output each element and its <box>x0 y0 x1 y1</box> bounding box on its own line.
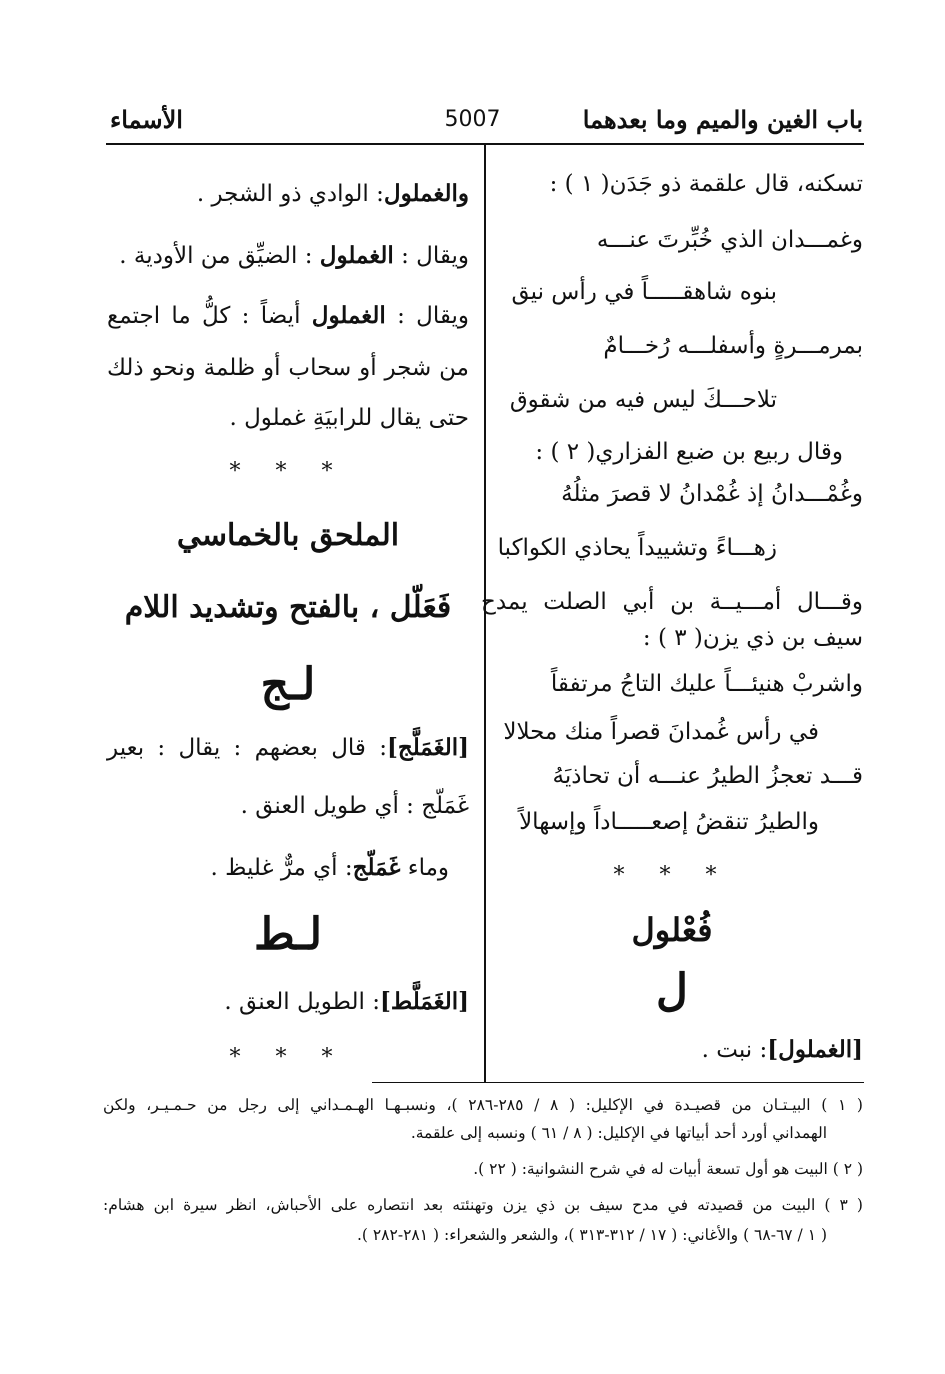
text-line: وقـــال أمـــيــة بن أبي الصلت يمدح <box>481 589 863 615</box>
heading-root-lj: لـج <box>260 659 316 710</box>
text-line: وقال ربيع بن ضبع الفزاري( ٢ ) : <box>535 439 843 465</box>
heading-letter-l: ل <box>656 965 688 1016</box>
footnote-line: ( ١ / ٦٧-٦٨ ) والأغاني: ( ١٧ / ٣١٢-٣١٣ )، والشعر والشعراء: ( ٢٨١-٢٨٢ ). <box>356 1226 827 1244</box>
verse-line: بمرمـــرةٍ وأسفلـــه رُخـــامٌ <box>603 333 863 359</box>
entry-definition: : الطويل العنق . <box>224 989 380 1015</box>
text-line: حتى يقال للرابيَةِ غملول . <box>229 405 469 431</box>
entry-line <box>107 728 469 768</box>
heading-fuul: فُعْلول <box>631 911 713 949</box>
verse-line: في رأس غُمدانَ قصراً منك محلالا <box>503 719 819 745</box>
heading-mulhaq: الملحق بالخماسي <box>176 518 400 553</box>
entry-headword: [الغَمَلَّط] <box>379 988 469 1015</box>
heading-root-lt: لـط <box>253 909 323 960</box>
entry-definition: : الوادي ذو الشجر . <box>196 181 384 207</box>
text-line: من شجر أو سحاب أو ظلمة ونحو ذلك <box>107 355 469 381</box>
entry-headword: الغملول <box>311 302 386 329</box>
text-line: غَمَلّج : أي طويل العنق . <box>240 793 469 819</box>
entry-definition: : الضيِّق من الأودية . <box>119 243 313 269</box>
entry-definition: : أي مرٌّ غليظ . <box>210 855 353 881</box>
entry-line <box>211 848 449 888</box>
verse-line: والطيرُ تنقضُ إصعـــــاداً وإسهالاً <box>519 809 819 835</box>
verse-line: وغمـــدان الذي خُبِّرتَ عنـــه <box>596 227 863 253</box>
entry-prefix: وماء <box>407 855 449 881</box>
entry-line <box>197 174 469 214</box>
verse-line: وغُمْـــدانُ إذ غُمْدانُ لا قصرَ مثلُهُ <box>561 481 863 507</box>
section-separator: * * * <box>229 459 347 484</box>
verse-line: زهـــاءً وتشييداً يحاذي الكواكبا <box>497 535 777 561</box>
verse-line: بنوه شاهقـــــاً في رأس نيق <box>511 279 777 305</box>
entry-headword: الغملول <box>319 242 394 269</box>
entry-headword: [الغملول] <box>767 1036 863 1063</box>
header-section-title: الأسماء <box>110 105 183 134</box>
footnote-rule <box>372 1082 864 1083</box>
verse-line: واشربْ هنيئـــاً عليك التاجُ مرتفقاً <box>550 671 863 697</box>
footnote-line: ( ١ ) البيـتـان من قصيـدة في الإكليل: ( ٨ / ٢٨٥-٢٨٦ )، ونسبـهـا الهـمـداني إلى رجل من حـمـيـر، ولكن <box>103 1096 863 1114</box>
entry-definition: : قال بعضهم : يقال : بعير <box>107 735 387 761</box>
entry-ghamlul <box>702 1030 863 1070</box>
entry-headword: غَمَلّج <box>352 854 401 881</box>
footnote-line: الهمداني أورد أحد أبياتها في الإكليل: ( ٨ / ٦١ ) ونسبه إلى علقمة. <box>410 1124 827 1142</box>
entry-definition: أيضاً : كلُّ ما اجتمع <box>107 303 301 329</box>
page-number: 5007 <box>444 107 501 132</box>
entry-line <box>107 296 469 336</box>
section-separator: * * * <box>613 863 731 888</box>
entry-line <box>224 982 469 1022</box>
footnote-line: ( ٢ ) البيت هو أول تسعة أبيات له في شرح النشوانية: ( ٢٢ ). <box>473 1160 863 1178</box>
entry-line <box>119 236 469 276</box>
text-line: سيف بن ذي يزن( ٣ ) : <box>642 625 863 651</box>
heading-faallal: فَعَلّل ، بالفتح وتشديد اللام <box>124 590 452 625</box>
verse-line: تلاحـــكَ ليس فيه من شقوق <box>509 387 777 413</box>
header-chapter-title: باب الغين والميم وما بعدهما <box>582 105 863 134</box>
verse-line: قـــد تعجزُ الطيرُ عنـــه أن تحاذيَهُ <box>552 763 863 789</box>
entry-prefix: ويقال : <box>401 243 469 269</box>
entry-definition: : نبت . <box>701 1037 768 1063</box>
entry-headword: والغملول <box>383 180 469 207</box>
footnote-line: ( ٣ ) البيت من قصيدته في مدح سيف بن ذي يزن وتهنئته بعد انتصاره على الأحباش، انظر سيرة ابن هشام: <box>103 1196 863 1214</box>
entry-headword: [الغَمَلَّج] <box>386 734 469 761</box>
entry-prefix: ويقال : <box>397 303 470 329</box>
section-separator: * * * <box>229 1045 347 1070</box>
text-line: تسكنه، قال علقمة ذو جَدَن( ١ ) : <box>549 171 863 197</box>
